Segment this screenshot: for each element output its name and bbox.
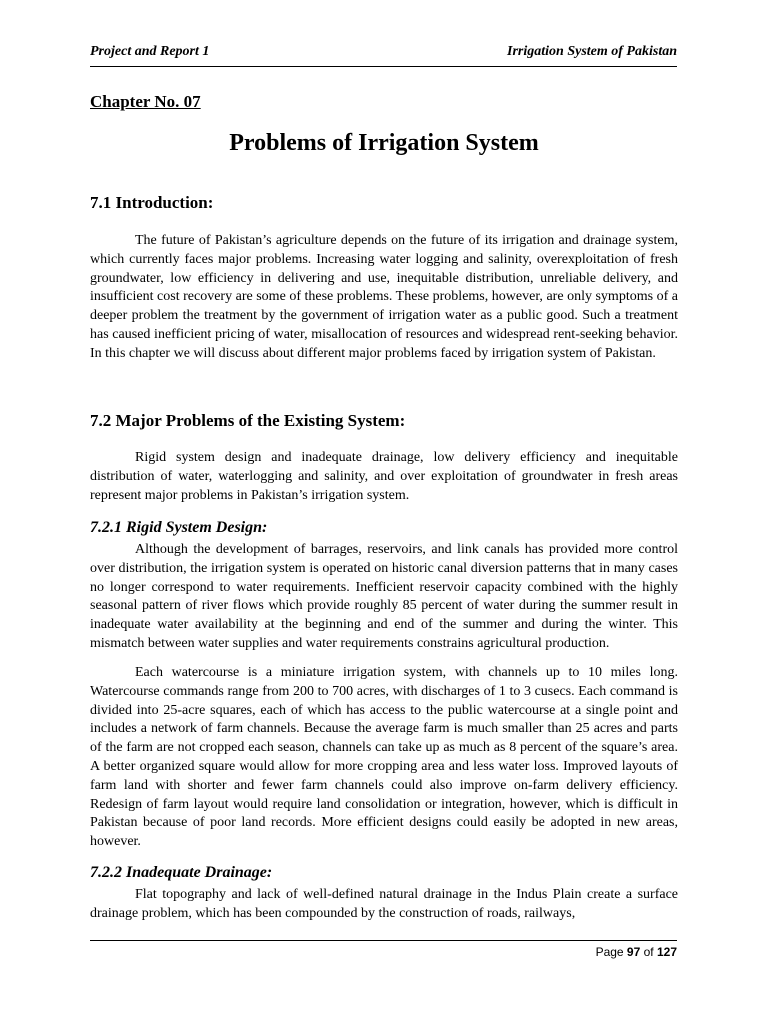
running-header-right: Irrigation System of Pakistan — [507, 44, 677, 59]
paragraph-inadequate-drainage: Flat topography and lack of well-defined natural drainage in the Indus Plain create a surface drainage problem, which has been compounded by the construction of roads, railways, — [90, 887, 678, 921]
subsection-heading-inadequate-drainage: 7.2.2 Inadequate Drainage: — [90, 864, 273, 881]
paragraph-rigid-design-1: Although the development of barrages, reservoirs, and link canals has provided more control over distribution, the irrigation system is operated on historic canal diversion patterns that in many cases no longer correspond to water requirements. Inefficient reservoir capacity combined with the highly seasonal pattern of river flows which provide roughly 85 percent of water during the summer result in inadequate water availability at the beginning and end of the summer and during the winter. This mismatch between water supplies and water requirements constrains agricultural production. — [90, 542, 678, 651]
page-number — [596, 945, 677, 959]
paragraph-rigid-design-2: Each watercourse is a miniature irrigation system, with channels up to 10 miles long. Watercourse commands range from 200 to 700 acres, with discharges of 1 to 3 cusecs. Each command is divided into 25-acre squares, each of which has access to the public watercourse at a single point and includes a network of farm channels. Because the average farm is much smaller than 25 acres and parts of the farm are not cropped each season, channels can take up as much as 8 percent of the square’s area. A better organized square would allow for more cropping area and less water loss. Improved layouts of farm land with shorter and fewer farm channels could also improve on-farm delivery efficiency. Redesign of farm layout would require land consolidation or integration, however, which is difficult in Pakistan because of poor land records. More efficient designs could easily be adopted in new areas, however. — [90, 665, 678, 850]
section-heading-major-problems: 7.2 Major Problems of the Existing System: — [90, 411, 406, 430]
footer-divider — [90, 940, 677, 941]
page-number-of: of — [640, 945, 657, 959]
subsection-heading-rigid-design: 7.2.1 Rigid System Design: — [90, 519, 268, 536]
paragraph-introduction: The future of Pakistan’s agriculture depends on the future of its irrigation and drainage system, which currently faces major problems. Increasing water logging and salinity, overexploitation of fresh groundwater, low efficiency in delivering and use, inequitable distribution, unreliable delivery, and insufficient cost recovery are some of these problems. These problems, however, are only symptoms of a deeper problem the treatment by the government of irrigation water as a public good. Such a treatment has caused inefficient pricing of water, misallocation of resources and widespread rent-seeking behavior. In this chapter we will discuss about different major problems faced by irrigation system of Pakistan. — [90, 233, 678, 361]
running-header-left: Project and Report 1 — [90, 44, 210, 59]
section-heading-introduction: 7.1 Introduction: — [90, 193, 214, 212]
page-number-prefix: Page — [595, 945, 627, 959]
page-number-total: 127 — [656, 945, 677, 959]
page-number-current: 97 — [626, 945, 641, 959]
chapter-label: Chapter No. 07 — [90, 92, 201, 111]
page-title: Problems of Irrigation System — [229, 130, 539, 156]
header-divider — [90, 66, 677, 67]
paragraph-major-problems: Rigid system design and inadequate drainage, low delivery efficiency and inequitable distribution of water, waterlogging and salinity, and over exploitation of groundwater in fresh areas represent major problems in Pakistan’s irrigation system. — [90, 450, 678, 503]
